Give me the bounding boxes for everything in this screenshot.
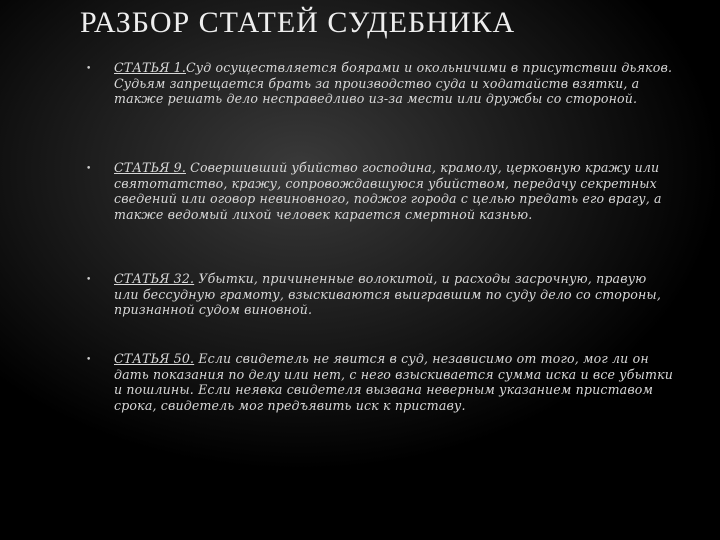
bullet-marker: • bbox=[86, 275, 92, 285]
article-label: СТАТЬЯ 9. bbox=[114, 160, 186, 175]
article-item-1 bbox=[86, 60, 674, 107]
article-text: Убытки, причиненные волокитой, и расходы засрочную, правую или бессудную грамоту, взыскиваются выигравшим по суду дело со стороны, признанной судом виновной. bbox=[114, 271, 661, 317]
article-label: СТАТЬЯ 1. bbox=[114, 60, 186, 75]
bullet-marker: • bbox=[86, 164, 92, 174]
article-item-50 bbox=[86, 351, 674, 413]
bullet-marker: • bbox=[86, 355, 92, 365]
article-text: Совершивший убийство господина, крамолу, церковную кражу или святотатство, кражу, сопровождавшуюся убийством, передачу секретных сведений или оговор невиновного, поджог города с целью предать его врагу, а также ведомый лихой человек карается смертной казнью. bbox=[114, 160, 662, 222]
article-label: СТАТЬЯ 50. bbox=[114, 351, 195, 366]
article-text: Если свидетель не явится в суд, независимо от того, мог ли он дать показания по делу или нет, с него взыскивается сумма иска и все убытки и пошлины. Если неявка свидетеля вызвана неверным указанием приставом срока, свидетель мог предъявить иск к приставу. bbox=[114, 351, 674, 413]
article-item-9 bbox=[86, 160, 674, 222]
article-text: Суд осуществляется боярами и окольничими в присутствии дьяков. Судьям запрещается брать за производство суда и ходатайств взятки, а также решать дело несправедливо из-за мести или дружбы со стороной. bbox=[114, 60, 673, 106]
slide-title: РАЗБОР СТАТЕЙ СУДЕБНИКА bbox=[80, 6, 516, 39]
article-label: СТАТЬЯ 32. bbox=[114, 271, 195, 286]
bullet-marker: • bbox=[86, 64, 92, 74]
article-item-32 bbox=[86, 271, 674, 318]
